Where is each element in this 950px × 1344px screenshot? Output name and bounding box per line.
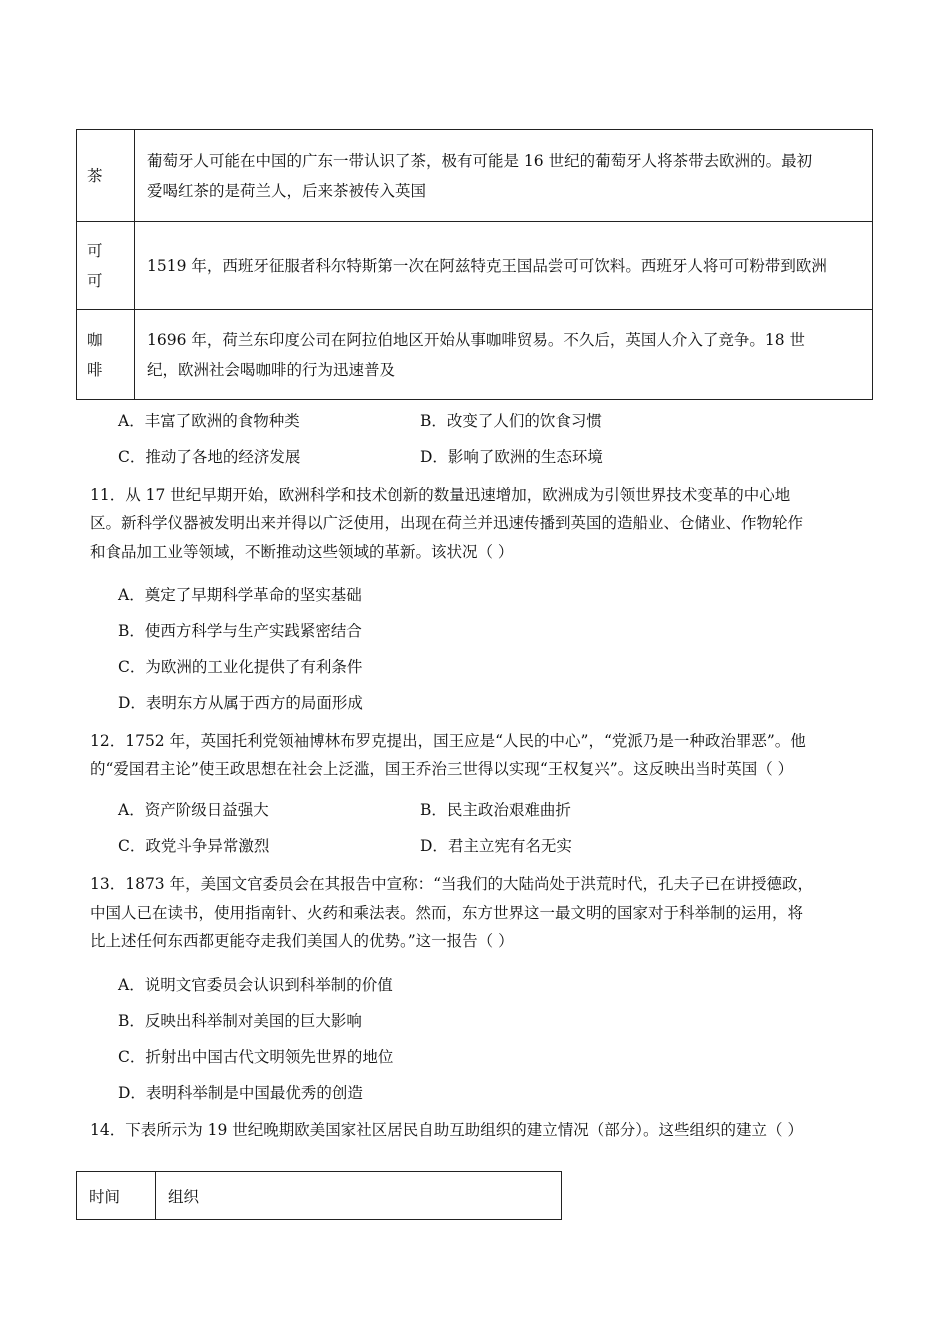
q12-stem-line: 的“爱国君主论”使王政思想在社会上泛滥，国王乔治三世得以实现“王权复兴”。这反映出当时英国（ ） [90,760,794,778]
header-organization: 组织 [156,1172,562,1220]
q10-option-d[interactable]: D．影响了欧洲的生态环境 [420,448,603,466]
q12-option-d[interactable]: D．君主立宪有名无实 [420,837,572,855]
q13-option-d[interactable]: D．表明科举制是中国最优秀的创造 [118,1084,363,1102]
q13-option-a[interactable]: A．说明文官委员会认识到科举制的价值 [118,976,393,994]
q11-option-b[interactable]: B．使西方科学与生产实践紧密结合 [118,622,362,640]
q12-option-c[interactable]: C．政党斗争异常激烈 [118,837,270,855]
q14-stem: 14．下表所示为 19 世纪晚期欧美国家社区居民自助互助组织的建立情况（部分）。这些组织的建立（ ） [90,1121,803,1139]
q10-option-a[interactable]: A．丰富了欧洲的食物种类 [118,412,300,430]
header-time: 时间 [77,1172,156,1220]
q13-stem-line: 中国人已在读书，使用指南针、火药和乘法表。然而，东方世界这一最文明的国家对于科举制的运用，将 [90,904,804,922]
q13-option-c[interactable]: C．折射出中国古代文明领先世界的地位 [118,1048,394,1066]
row-key-coffee: 咖 啡 [77,310,135,400]
q11-stem-line: 和食品加工业等领域，不断推动这些领域的革新。该状况（ ） [90,543,514,561]
q10-option-b[interactable]: B．改变了人们的饮食习惯 [420,412,602,430]
q11-stem-line: 11．从 17 世纪早期开始，欧洲科学和技术创新的数量迅速增加，欧洲成为引领世界技术变革的中心地 [90,486,791,504]
q11-option-d[interactable]: D．表明东方从属于西方的局面形成 [118,694,363,712]
q11-stem-line: 区。新科学仪器被发明出来并得以广泛使用，出现在荷兰并迅速传播到英国的造船业、仓储业、作物轮作 [90,514,804,532]
row-text-coffee: 1696 年，荷兰东印度公司在阿拉伯地区开始从事咖啡贸易。不久后，英国人介入了竞争。18 世 纪，欧洲社会喝咖啡的行为迅速普及 [135,310,873,400]
row-key-tea: 茶 [77,130,135,222]
q12-stem-line: 12．1752 年，英国托利党领袖博林布罗克提出，国王应是“人民的中心”，“党派乃是一种政治罪恶”。他 [90,732,806,750]
q13-stem-line: 比上述任何东西都更能夺走我们美国人的优势。”这一报告（ ） [90,932,514,950]
row-key-cocoa: 可 可 [77,222,135,310]
q11-option-a[interactable]: A．奠定了早期科学革命的坚实基础 [118,586,362,604]
q13-stem-line: 13．1873 年，美国文官委员会在其报告中宣称：“当我们的大陆尚处于洪荒时代，孔夫子已在讲授德政， [90,875,814,893]
q12-option-b[interactable]: B．民主政治艰难曲折 [420,801,571,819]
q13-option-b[interactable]: B．反映出科举制对美国的巨大影响 [118,1012,362,1030]
row-text-cocoa: 1519 年，西班牙征服者科尔特斯第一次在阿兹特克王国品尝可可饮料。西班牙人将可可粉带到欧洲 [135,222,873,310]
q11-option-c[interactable]: C．为欧洲的工业化提供了有利条件 [118,658,363,676]
q12-option-a[interactable]: A．资产阶级日益强大 [118,801,269,819]
q10-option-c[interactable]: C．推动了各地的经济发展 [118,448,301,466]
beverage-table [76,129,873,400]
row-text-tea: 葡萄牙人可能在中国的广东一带认识了茶，极有可能是 16 世纪的葡萄牙人将茶带去欧洲的。最初 爱喝红茶的是荷兰人，后来茶被传入英国 [135,130,873,222]
organization-table [76,1171,562,1220]
